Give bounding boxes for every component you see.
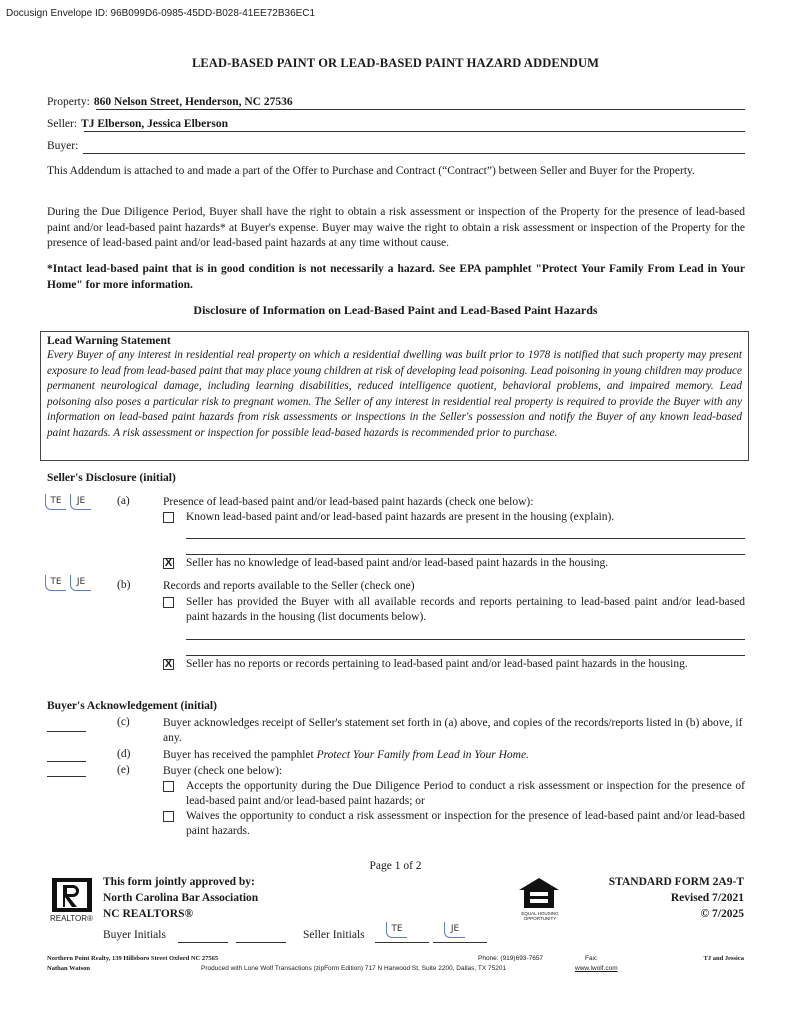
form-revised: Revised 7/2021: [670, 892, 744, 904]
item-e-text: Buyer (check one below):: [163, 765, 283, 777]
seller-initial-b-2[interactable]: JE: [70, 575, 91, 591]
seller-initials-line-1: [375, 942, 429, 943]
waives-checkbox[interactable]: [163, 811, 174, 822]
document-title: LEAD-BASED PAINT OR LEAD-BASED PAINT HAZARD ADDENDUM: [191, 56, 600, 70]
buyer-label: Buyer:: [47, 140, 79, 152]
explain-line-2[interactable]: [186, 554, 745, 555]
property-label: Property:: [47, 96, 90, 108]
seller-initials-line-2: [433, 942, 487, 943]
buyer-initials-line-1[interactable]: [178, 942, 228, 943]
equal-housing-text: EQUAL HOUSING OPPORTUNITY: [521, 911, 559, 921]
buyer-initials-line-2[interactable]: [236, 942, 286, 943]
agent-name: Nathan Watson: [47, 965, 91, 972]
no-records-text: Seller has no reports or records pertaining to lead-based paint and/or lead-based paint hazards in the housing.: [186, 658, 688, 670]
property-value[interactable]: 860 Nelson Street, Henderson, NC 27536: [93, 96, 293, 108]
pamphlet-title: Protect Your Family from Lead in Your Home.: [316, 749, 529, 761]
item-d-prefix: Buyer has received the pamphlet: [163, 749, 317, 761]
buyer-field: [47, 140, 82, 152]
no-records-checkbox[interactable]: X: [164, 658, 173, 670]
seller-label: Seller:: [47, 118, 78, 130]
property-field: [47, 96, 293, 108]
documents-line-2[interactable]: [186, 655, 745, 656]
seller-field: [47, 118, 228, 130]
explain-line-1[interactable]: [186, 538, 745, 539]
buyer-initial-c[interactable]: [47, 731, 86, 732]
bar-association: North Carolina Bar Association: [103, 892, 259, 904]
waives-text: Waives the opportunity to conduct a risk assessment or inspection for the presence of lead-based paint and/or lead-based paint hazards.: [186, 810, 745, 837]
intro-paragraph: This Addendum is attached to and made a part of the Offer to Purchase and Contract (“Contract”) between Seller and Buyer for the Property.: [47, 165, 695, 177]
website-link[interactable]: www.lwolf.com: [575, 965, 618, 972]
equal-housing-icon: [515, 876, 563, 910]
accepts-checkbox[interactable]: [163, 781, 174, 792]
realtor-r-icon: [51, 877, 93, 913]
brokerage-info: Northern Point Realty, 139 Hillsboro Street Oxford NC 27565: [47, 955, 219, 962]
item-c-text: Buyer acknowledges receipt of Seller's statement set forth in (a) above, and copies of the records/reports listed in (b) above, if any.: [163, 717, 743, 744]
realtor-logo: [51, 877, 93, 918]
seller-line: [84, 131, 745, 132]
envelope-id: Docusign Envelope ID: 96B099D6-0985-45DD-B028-41EE72B36EC1: [6, 8, 316, 19]
approved-by: This form jointly approved by:: [103, 876, 255, 888]
no-knowledge-checkbox[interactable]: X: [164, 557, 173, 569]
page-number: Page 1 of 2: [369, 860, 422, 872]
realtor-logo-text: REALTOR®: [50, 914, 93, 923]
no-knowledge-text: Seller has no knowledge of lead-based paint and/or lead-based paint hazards in the housing.: [186, 557, 609, 569]
due-diligence-paragraph: During the Due Diligence Period, Buyer shall have the right to obtain a risk assessment or inspection of the Property for the presence of lead-based paint and/or lead-based paint hazards* at Buyer's expense. Buyer may waive the right to obtain a risk assessment or inspection of the Property for the presence of lead-based paint and/or lead-based paint hazards at any time without cause.: [47, 206, 745, 249]
phone-number: Phone: (919)693-7657: [478, 955, 544, 962]
records-provided-text: Seller has provided the Buyer with all available records and reports pertaining to lead-based paint and/or lead-based paint hazards in the housing (list documents below).: [186, 596, 745, 623]
buyer-line: [83, 153, 745, 154]
known-paint-checkbox[interactable]: [163, 512, 174, 523]
buyer-initial-d[interactable]: [47, 761, 86, 762]
intact-note: *Intact lead-based paint that is in good condition is not necessarily a hazard. See EPA pamphlet "Protect Your Family From Lead in Your Home" for more information.: [47, 263, 745, 291]
buyer-ack-heading: Buyer's Acknowledgement (initial): [47, 700, 217, 712]
item-d-text: [163, 748, 529, 763]
seller-disclosure-heading: Seller's Disclosure (initial): [47, 472, 176, 484]
footer-seller-initial-1[interactable]: TE: [386, 922, 407, 938]
item-a-text: Presence of lead-based paint and/or lead-based paint hazards (check one below):: [163, 496, 534, 508]
produced-with: Produced with Lone Wolf Transactions (zipForm Edition) 717 N Harwood St, Suite 2200, Dallas, TX 75201: [201, 965, 507, 972]
buyer-initial-e[interactable]: [47, 776, 86, 777]
seller-initial-a-1[interactable]: TE: [45, 494, 66, 510]
seller-initials-label: Seller Initials: [303, 929, 365, 941]
item-b-text: Records and reports available to the Seller (check one): [163, 580, 415, 592]
form-copyright: © 7/2025: [700, 908, 744, 920]
lead-warning-title: Lead Warning Statement: [47, 335, 171, 347]
lead-warning-box: [40, 331, 749, 461]
disclosure-heading: Disclosure of Information on Lead-Based Paint and Lead-Based Paint Hazards: [193, 303, 598, 317]
footer-seller-initial-2[interactable]: JE: [444, 922, 465, 938]
item-d-letter: (d): [117, 748, 131, 760]
fax-label: Fax:: [585, 955, 598, 962]
transaction-name: TJ and Jessica: [703, 955, 744, 962]
known-paint-text: Known lead-based paint and/or lead-based paint hazards are present in the housing (explain).: [186, 511, 615, 523]
lead-warning-text: Every Buyer of any interest in residential real property on which a residential dwelling was built prior to 1978 is notified that such property may present exposure to lead from lead-based paint that may place young children at risk of developing lead poisoning. Lead poisoning in young children may produce permanent neurological damage, including learning disabilities, reduced intelligence quotient, behavioral problems, and impaired memory. Lead poisoning also poses a particular risk to pregnant women. The Seller of any interest in residential real property is required to provide the Buyer with any information on lead-based paint hazards from risk assessments or inspections in the Seller's possession and notify the Buyer of any known lead-based paint hazards. A risk assessment or inspection for possible lead-based hazards is recommended prior to purchase.: [47, 349, 742, 439]
seller-initial-b-1[interactable]: TE: [45, 575, 66, 591]
documents-line-1[interactable]: [186, 639, 745, 640]
item-b-letter: (b): [117, 579, 131, 591]
item-c-letter: (c): [117, 716, 130, 728]
form-name: STANDARD FORM 2A9-T: [608, 876, 744, 888]
seller-initial-a-2[interactable]: JE: [70, 494, 91, 510]
item-a-letter: (a): [117, 495, 130, 507]
nc-realtors: NC REALTORS®: [103, 908, 194, 920]
item-e-letter: (e): [117, 764, 130, 776]
seller-value[interactable]: TJ Elberson, Jessica Elberson: [81, 118, 228, 130]
equal-housing-logo: [515, 876, 563, 915]
records-provided-checkbox[interactable]: [163, 597, 174, 608]
property-line: [96, 109, 745, 110]
buyer-initials-label: Buyer Initials: [103, 929, 166, 941]
accepts-text: Accepts the opportunity during the Due Diligence Period to conduct a risk assessment or inspection for the presence of lead-based paint and/or lead-based paint hazards; or: [186, 780, 745, 807]
